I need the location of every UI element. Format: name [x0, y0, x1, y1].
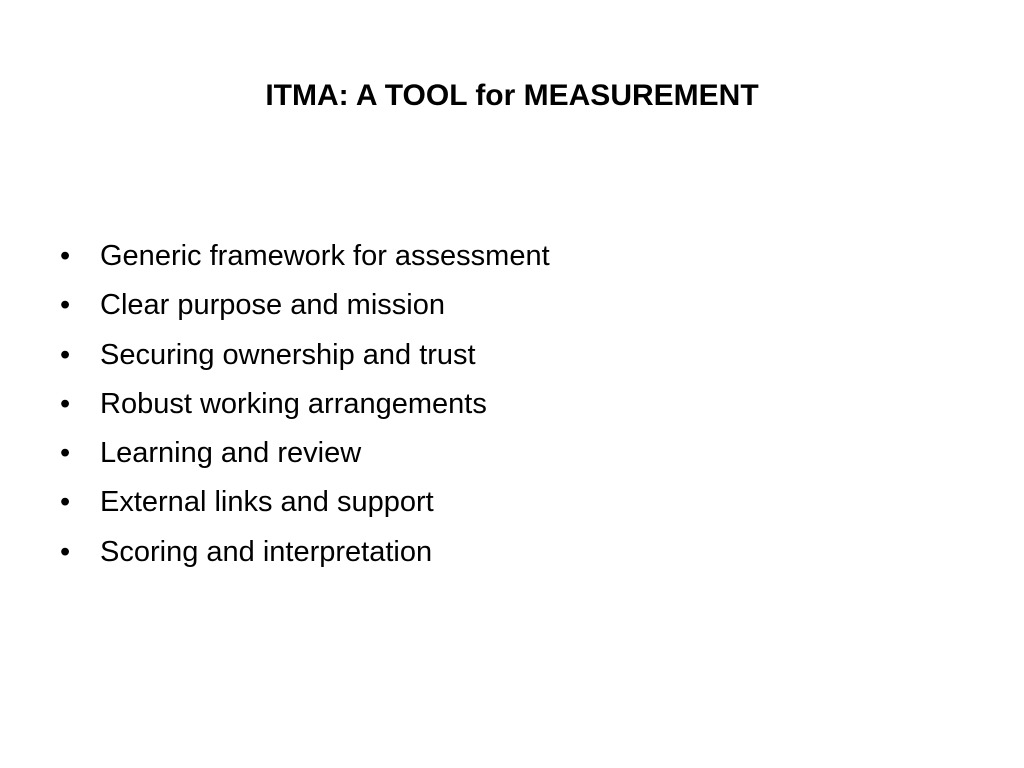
bullet-icon: • — [60, 289, 71, 322]
list-item-text: Scoring and interpretation — [100, 535, 433, 568]
bullet-list — [60, 234, 960, 579]
list-item — [60, 480, 960, 529]
list-item — [60, 530, 960, 579]
bullet-icon: • — [60, 338, 71, 371]
list-item — [60, 234, 960, 283]
bullet-icon: • — [60, 486, 71, 519]
list-item — [60, 431, 960, 480]
list-item-text: Robust working arrangements — [100, 387, 487, 420]
list-item-text: Clear purpose and mission — [100, 289, 445, 322]
slide-title: ITMA: A TOOL for MEASUREMENT — [265, 79, 759, 112]
list-item-text: Generic framework for assessment — [100, 240, 550, 272]
list-item — [60, 382, 960, 431]
list-item-text: Learning and review — [100, 437, 362, 470]
bullet-icon: • — [60, 437, 71, 470]
bullet-icon: • — [60, 535, 71, 568]
bullet-icon: • — [60, 387, 71, 420]
list-item-text: Securing ownership and trust — [100, 338, 476, 371]
bullet-icon: • — [60, 240, 71, 272]
list-item — [60, 283, 960, 332]
list-item — [60, 333, 960, 382]
list-item-text: External links and support — [100, 486, 434, 519]
